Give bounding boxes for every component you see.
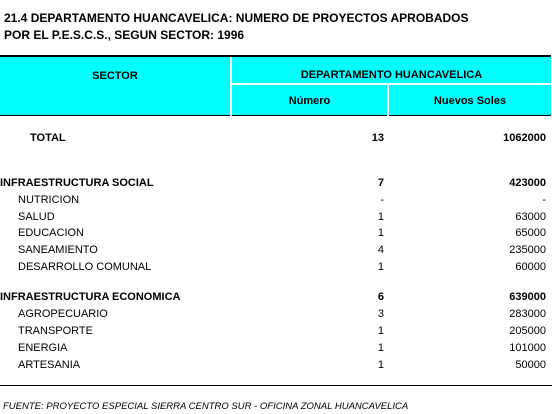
table-row: NUTRICION - -: [18, 194, 546, 206]
title-line-1: 21.4 DEPARTAMENTO HUANCAVELICA: NUMERO DE PROYECTOS APROBADOS: [4, 11, 469, 25]
table-row-total: TOTAL 13 1062000: [30, 132, 546, 144]
table-row: ENERGIA 1 101000: [18, 342, 546, 354]
header-sector: SECTOR: [92, 70, 138, 82]
table-row: EDUCACION 1 65000: [18, 227, 546, 239]
source-note: FUENTE: PROYECTO ESPECIAL SIERRA CENTRO SUR - OFICINA ZONAL HUANCAVELICA: [3, 401, 409, 412]
table-row: TRANSPORTE 1 205000: [18, 325, 546, 337]
table-row-infraestructura-social: INFRAESTRUCTURA SOCIAL 7 423000: [0, 177, 546, 189]
header-nuevos-soles: Nuevos Soles: [433, 95, 507, 107]
table-row: ARTESANIA 1 50000: [18, 359, 546, 371]
table-row: DESARROLLO COMUNAL 1 60000: [18, 261, 546, 273]
table-row: SALUD 1 63000: [18, 211, 546, 223]
header-department: DEPARTAMENTO HUANCAVELICA: [300, 69, 483, 81]
header-numero: Número: [288, 95, 331, 107]
table-row: SANEAMIENTO 4 235000: [18, 244, 546, 256]
title-line-2: POR EL P.E.S.C.S., SEGUN SECTOR: 1996: [4, 28, 245, 42]
table-header: [0, 55, 551, 116]
table-row-infraestructura-economica: INFRAESTRUCTURA ECONOMICA 6 639000: [0, 291, 546, 303]
table-title: [4, 9, 469, 43]
table-row: AGROPECUARIO 3 283000: [18, 308, 546, 320]
bottom-rule: [0, 385, 552, 386]
